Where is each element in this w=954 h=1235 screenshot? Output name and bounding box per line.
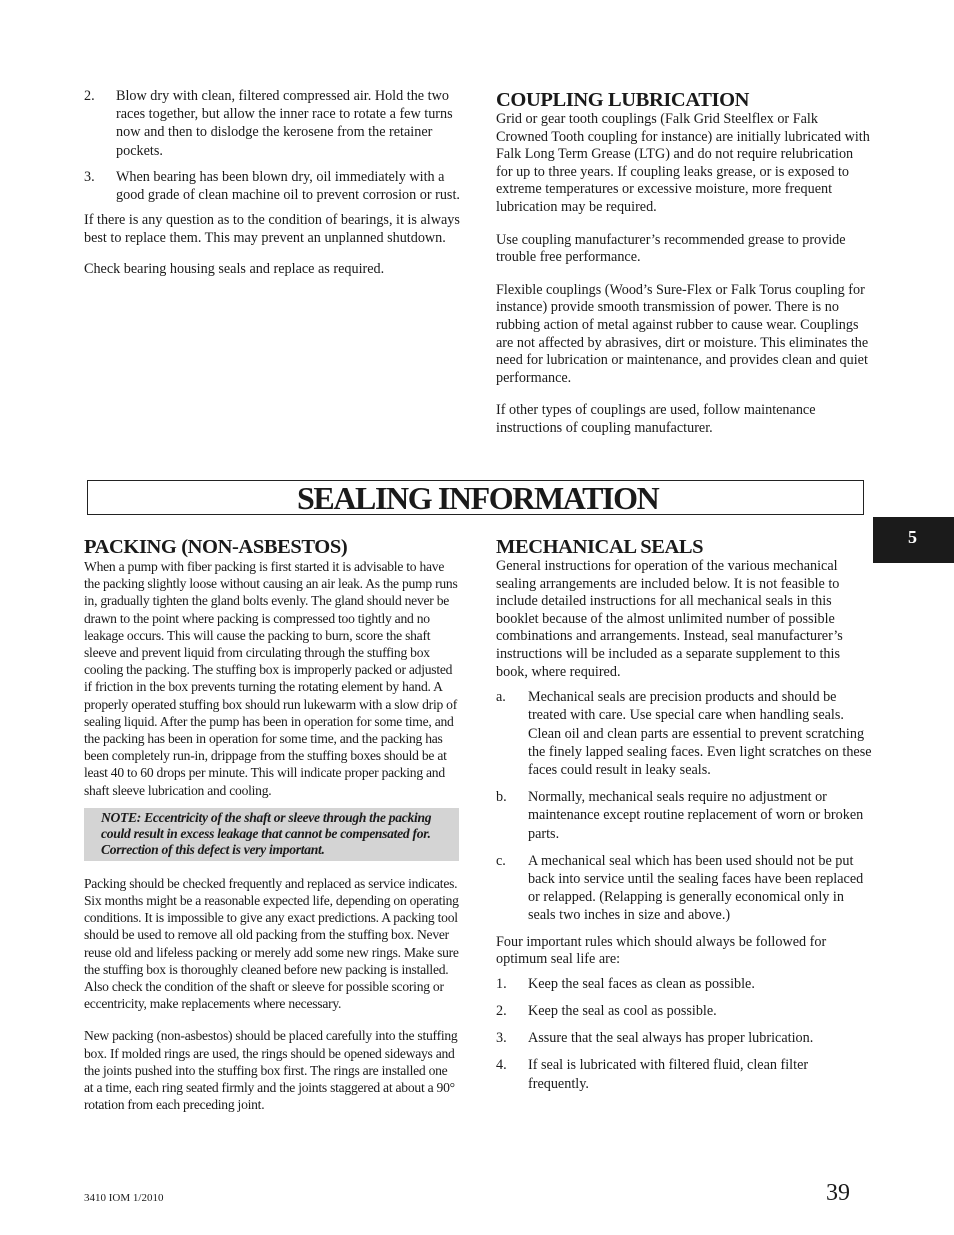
list-letter: a. [496, 689, 506, 706]
paragraph: New packing (non-asbestos) should be placed carefully into the stuffing box. If molded rings are used, the rings should be opened sideways and the joints pushed into the stuffing box first. The rings are installed one at a time, each ring seated firmly and the joints staggered at about a 90° rotation from each preceding joint. [84, 1028, 458, 1113]
list-number: 4. [496, 1057, 507, 1074]
list-text: If seal is lubricated with filtered fluid, clean filter frequently. [528, 1057, 809, 1092]
mechanical-seals-section [496, 536, 872, 1093]
list-text: A mechanical seal which has been used should not be put back into service until the sealing faces have been replaced or relapped. (Relapping is generally economical only in seals two inches in size and above.) [528, 852, 864, 924]
packing-section [84, 536, 459, 1113]
list-item [496, 1002, 872, 1020]
paragraph: When a pump with fiber packing is first started it is advisable to have the packing slightly loose without causing an air leak. As the pump runs in, gradually tighten the gland bolts evenly. The gland should never be drawn to the point where packing is compressed too tightly and no leakage occurs. This will cause the packing to burn, score the shaft sleeve and prevent liquid from circulating through the stuffing box cooling the packing. The stuffing box is improperly packed or adjusted if friction in the box prevents turning the rotating element by hand. A properly operated stuffing box should run lukewarm with a slow drip of sealing liquid. After the pump has been in operation for some time, and the packing has been in operation for some time, and the packing has been completely run-in, drippage from the stuffing boxes should be at least 40 to 60 drops per minute. This will indicate proper packing and shaft sleeve lubrication and cooling. [84, 559, 458, 798]
list-number: 2. [84, 88, 95, 104]
paragraph: Flexible couplings (Wood’s Sure-Flex or Falk Torus coupling for instance) provide smooth transmission of power. There is no rubbing action of metal against rubber to cause wear. Couplings are not affected by abrasives, dirt or moisture. This eliminates the need for lubrication or maintenance, and provides clean and quiet performance. [496, 281, 869, 386]
section-heading: MECHANICAL SEALS [496, 536, 704, 558]
list-number: 1. [496, 975, 507, 992]
list-letter: b. [496, 789, 507, 806]
list-number: 2. [496, 1002, 507, 1019]
page-title: SEALING INFORMATION [297, 480, 659, 516]
section-number: 5 [908, 527, 917, 547]
list-item [496, 1056, 872, 1092]
list-text: Blow dry with clean, filtered compressed air. Hold the two races together, but allow the inner race to rotate a few turns now and then to dislodge the kerosene from the retainer pockets. [116, 88, 453, 159]
document-id: 3410 IOM 1/2010 [84, 1192, 164, 1204]
list-text: Keep the seal as cool as possible. [528, 1002, 717, 1019]
page-number: 39 [826, 1180, 850, 1206]
list-letter: c. [496, 852, 506, 869]
paragraph: Four important rules which should always be followed for optimum seal life are: [496, 933, 827, 968]
list-item [84, 87, 460, 160]
section-heading: PACKING (NON-ASBESTOS) [84, 536, 348, 558]
list-item [496, 975, 872, 993]
list-number: 3. [84, 168, 95, 185]
list-text: Keep the seal faces as clean as possible. [528, 975, 755, 992]
list-text: Assure that the seal always has proper lubrication. [528, 1030, 814, 1047]
section-tab [873, 517, 954, 563]
list-item [496, 788, 872, 843]
coupling-lubrication-section [496, 89, 872, 438]
paragraph: Packing should be checked frequently and replaced as service indicates. Six months might be a reasonable expected life, depending on operating conditions. It is impossible to give any exact predictions. A packing tool should be used to remove all old packing from the stuffing box. Never reuse old and lifeless packing or merely add some new rings. Make sure the stuffing box is thoroughly cleaned before new packing is installed. Also check the condition of the shaft or sleeve for possible scoring or eccentricity, make replacements where necessary. [84, 875, 459, 1012]
list-text: When bearing has been blown dry, oil immediately with a good grade of clean machine oil to prevent corrosion or rust. [116, 168, 460, 204]
paragraph: General instructions for operation of the various mechanical sealing arrangements are included below. It is not feasible to include detailed instructions for all mechanical seals in this booklet because of the almost unlimited number of possible combinations and arrangements. Instead, seal manufacturer’s instructions will be included as a separate supplement to this book, where required. [496, 558, 843, 680]
list-item [496, 688, 872, 779]
list-number: 3. [496, 1030, 507, 1047]
bearing-instructions [84, 87, 460, 279]
paragraph: If there is any question as to the condition of bearings, it is always best to replace them. This may prevent an unplanned shutdown. [84, 212, 460, 246]
paragraph: Grid or gear tooth couplings (Falk Grid Steelflex or Falk Crowned Tooth coupling for instance) are initially lubricated with Falk Long Term Grease (LTG) and do not require relubrication for up to three years. If coupling leaks grease, or is exposed to extreme temperatures or excessive moisture, more frequent lubrication may be required. [496, 111, 870, 215]
list-item [84, 168, 460, 204]
section-heading: COUPLING LUBRICATION [496, 89, 750, 111]
paragraph: If other types of couplings are used, follow maintenance instructions of coupling manufacturer. [496, 402, 816, 436]
list-item [496, 1029, 872, 1047]
paragraph: Use coupling manufacturer’s recommended grease to provide trouble free performance. [496, 231, 846, 266]
paragraph: Check bearing housing seals and replace as required. [84, 261, 385, 278]
note-box: NOTE: Eccentricity of the shaft or sleeve through the packing could result in excess leakage that cannot be compensated for. Correction of this defect is very important. [84, 808, 459, 861]
list-text: Mechanical seals are precision products and should be treated with care. Use special care when handling seals. Clean oil and clean parts are essential to prevent scratching the finely lapped sealing faces. Even light scratches on these faces could result in leaky seals. [528, 689, 872, 778]
list-text: Normally, mechanical seals require no adjustment or maintenance except routine replacement of worn or broken parts. [528, 789, 864, 842]
list-item [496, 852, 872, 925]
